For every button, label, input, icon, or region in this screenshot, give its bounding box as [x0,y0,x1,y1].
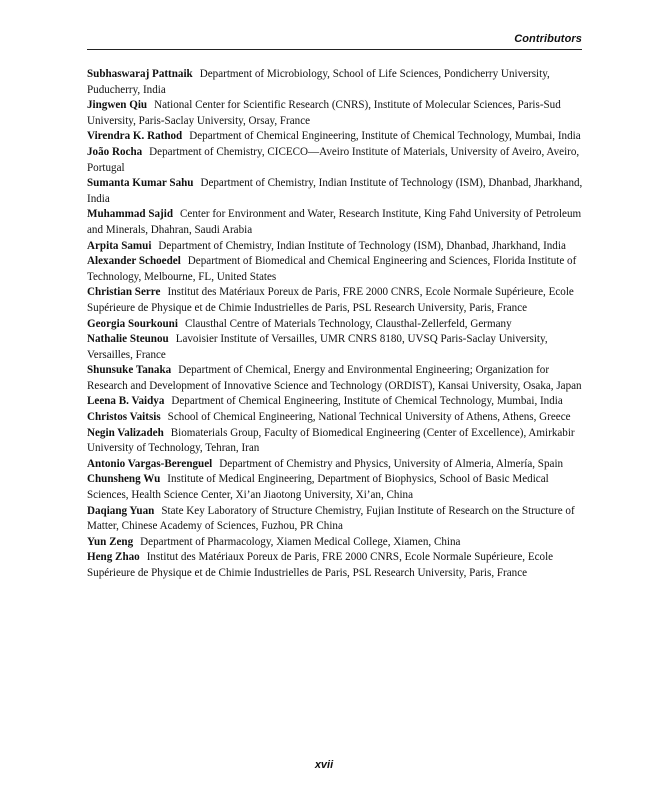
contributor-entry [87,145,584,176]
contributor-name: Shunsuke Tanaka [87,364,172,377]
contributor-name: Chunsheng Wu [87,473,161,486]
contributor-entry [87,363,584,394]
contributor-affiliation: Department of Chemistry, Indian Institute of Technology (ISM), Dhanbad, Jharkhand, India [158,239,566,252]
running-head: Contributors [514,33,582,45]
contributor-name: Yun Zeng [87,535,134,548]
header-rule [87,49,582,50]
contributor-affiliation: Department of Chemistry and Physics, University of Almeria, Almería, Spain [219,457,564,470]
contributor-name: Antonio Vargas-Berenguel [87,457,213,470]
contributor-affiliation: Clausthal Centre of Materials Technology, Clausthal-Zellerfeld, Germany [184,317,512,330]
contributor-name: Muhammad Sajid [87,208,173,221]
contributor-entry [87,239,584,255]
contributor-entry [87,207,584,238]
contributor-affiliation: Department of Chemical, Energy and Environmental Engineering; Organization for Research and Development of Innovative Science and Technology (ORDIST), Kansai University, Osaka, Japan [87,364,582,392]
contributor-affiliation: Department of Chemistry, CICECO—Aveiro Institute of Materials, University of Aveiro, Aveiro, Portugal [87,145,580,174]
contributor-name: Virendra K. Rathod [87,130,183,143]
contributor-name: Christos Vaitsis [87,411,161,424]
contributor-entry [87,394,584,410]
contributor-affiliation: State Key Laboratory of Structure Chemistry, Fujian Institute of Research on the Structure of Matter, Chinese Academy of Sciences, Fuzhou, PR China [87,504,575,533]
contributor-name: Nathalie Steunou [87,333,169,346]
contributor-name: Negin Valizadeh [87,426,164,439]
contributor-entry [87,129,584,145]
contributor-entry [87,254,584,285]
contributor-name: Arpita Samui [87,239,152,252]
contributor-affiliation: Center for Environment and Water, Research Institute, King Fahd University of Petroleum and Minerals, Dhahran, Saudi Arabia [87,208,582,236]
contributor-entry [87,550,584,581]
contributor-entry [87,332,584,363]
contributor-entry [87,535,584,551]
contributor-entry [87,504,584,535]
contributor-name: Daqiang Yuan [87,504,155,517]
contributor-entry [87,67,584,98]
contributor-entry [87,176,584,207]
contributor-affiliation: Institut des Matériaux Poreux de Paris, FRE 2000 CNRS, Ecole Normale Supérieure, Ecole Supérieure de Physique et de Chimie Industrielles de Paris, PSL Research University, Paris, France [87,286,574,314]
contributor-affiliation: Institut des Matériaux Poreux de Paris, FRE 2000 CNRS, Ecole Normale Supérieure, Ecole Supérieure de Physique et de Chimie Industrielles de Paris, PSL Research University, Paris, France [87,551,554,579]
contributor-name: João Rocha [87,145,143,158]
contributor-name: Leena B. Vaidya [87,395,165,408]
contributor-entry [87,410,584,426]
contributor-entry [87,317,584,333]
contributor-affiliation: Department of Chemical Engineering, Institute of Chemical Technology, Mumbai, India [171,395,563,408]
contributor-name: Alexander Schoedel [87,255,181,268]
contributor-name: Heng Zhao [87,551,140,564]
contributor-entry [87,426,584,457]
contributor-entry [87,472,584,503]
contributor-entry [87,285,584,316]
contributor-affiliation: National Center for Scientific Research (CNRS), Institute of Molecular Sciences, Paris-Sud University, Paris-Saclay University, Orsay, France [87,99,561,127]
contributor-affiliation: Department of Chemical Engineering, Institute of Chemical Technology, Mumbai, India [189,130,581,143]
contributor-affiliation: Lavoisier Institute of Versailles, UMR CNRS 8180, UVSQ Paris-Saclay University, Versailles, France [87,333,548,361]
contributor-affiliation: Biomaterials Group, Faculty of Biomedical Engineering (Center of Excellence), Amirkabir University of Technology, Tehran, Iran [87,426,575,455]
contributor-name: Christian Serre [87,286,161,299]
contributor-affiliation: Department of Chemistry, Indian Institute of Technology (ISM), Dhanbad, Jharkhand, India [87,177,583,205]
contributor-affiliation: School of Chemical Engineering, National Technical University of Athens, Athens, Greece [167,411,571,424]
contributor-name: Subhaswaraj Pattnaik [87,68,193,80]
contributor-affiliation: Institute of Medical Engineering, Department of Biophysics, School of Basic Medical Sciences, Health Science Center, Xi’an Jiaotong University, Xi’an, China [87,473,549,502]
page-number: xvii [314,759,334,771]
contributor-affiliation: Department of Microbiology, School of Life Sciences, Pondicherry University, Puducherry, India [87,68,550,96]
contributor-entry [87,98,584,129]
contributor-name: Jingwen Qiu [87,99,148,112]
contributor-entry [87,457,584,473]
contributor-name: Sumanta Kumar Sahu [87,177,194,190]
contributor-affiliation: Department of Pharmacology, Xiamen Medical College, Xiamen, China [140,535,461,548]
contributor-affiliation: Department of Biomedical and Chemical Engineering and Sciences, Florida Institute of Technology, Melbourne, FL, United States [87,255,577,283]
contributor-name: Georgia Sourkouni [87,317,178,330]
contributor-list [87,67,584,582]
